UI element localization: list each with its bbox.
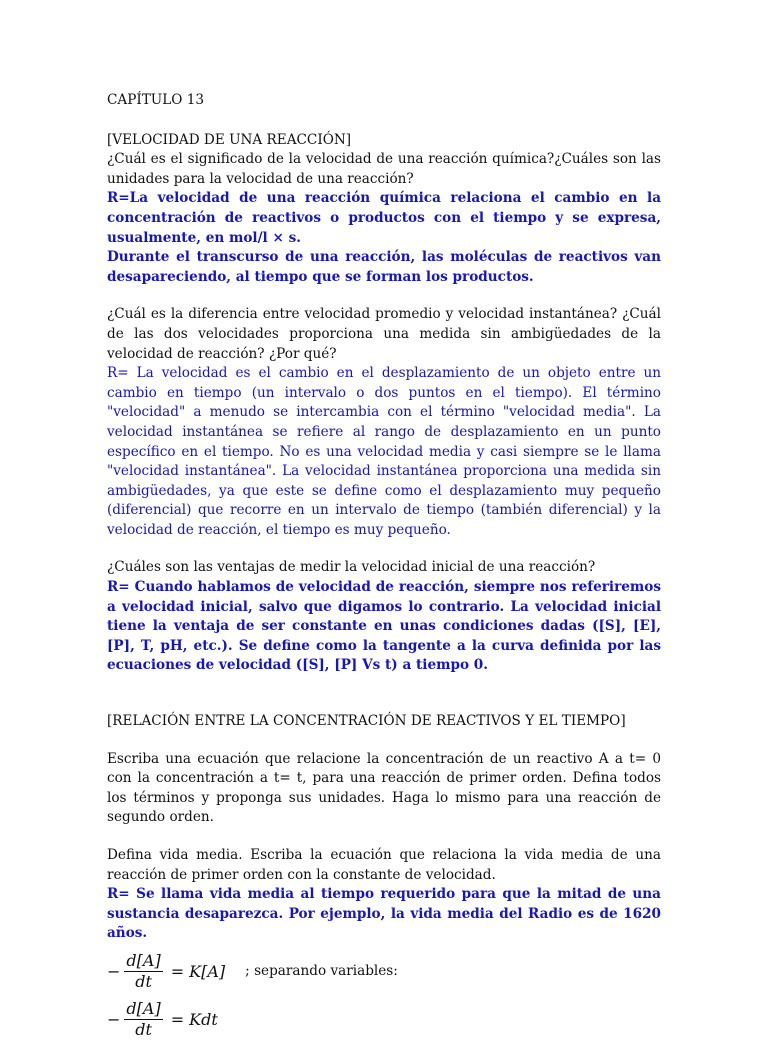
- spacer: [107, 828, 661, 846]
- fraction-denominator: dt: [135, 972, 152, 992]
- equation-1: [107, 952, 225, 991]
- answer-5: R= Se llama vida media al tiempo requerido para que la mitad de una sustancia desaparezca. Por ejemplo, la vida media del Radio es de 1620 años.: [107, 886, 661, 942]
- chapter-title: CAPÍTULO 13: [107, 92, 205, 108]
- fraction: [124, 952, 162, 991]
- spacer: [107, 287, 661, 305]
- answer-2: R= La velocidad es el cambio en el desplazamiento de un objeto entre un cambio en tiempo (un intervalo o dos puntos en el tiempo). El término "velocidad" a menudo se intercambia con el término "velocidad media". La velocidad instantánea se refiere al rango de desplazamiento en un punto específico en el tiempo. No es una velocidad media y casi siempre se le llama "velocidad instantánea". La velocidad instantánea proporciona una medida sin ambigüedades, ya que este se define como el desplazamiento muy pequeño (diferencial) que recorre en un intervalo de tiempo (también diferencial) y la velocidad de reacción, el tiempo es muy pequeño.: [107, 365, 661, 538]
- fraction-numerator: d[A]: [126, 951, 161, 971]
- question-4: Escriba una ecuación que relacione la concentración de un reactivo A a t= 0 con la concentración a t= t, para una reacción de primer orden. Defina todos los términos y proponga sus unidades. Haga lo mismo para una reacción de segundo orden.: [107, 750, 661, 826]
- section-heading-relacion: [RELACIÓN ENTRE LA CONCENTRACIÓN DE REACTIVOS Y EL TIEMPO]: [107, 713, 626, 730]
- question-1: ¿Cuál es el significado de la velocidad de una reacción química?¿Cuáles son las unidades para la velocidad de una reacción?: [107, 151, 661, 187]
- spacer: [107, 540, 661, 558]
- equation-rhs: = Kdt: [170, 1010, 218, 1030]
- equation-rhs: = K[A]: [170, 962, 226, 982]
- minus-sign: −: [107, 962, 121, 982]
- answer-3: R= Cuando hablamos de velocidad de reacción, siempre nos referiremos a velocidad inicial, salvo que digamos lo contrario. La velocidad inicial tiene la ventaja de ser constante en unas condiciones dadas ([S], [E], [P], T, pH, etc.). Se define como la tangente a la curva definida por las ecuaciones de velocidad ([S], [P] Vs t) a tiempo 0.: [107, 579, 661, 674]
- separated-equation: [107, 998, 661, 1042]
- equation-2: [107, 1000, 218, 1039]
- fraction-numerator: d[A]: [126, 999, 161, 1019]
- question-3: ¿Cuáles son las ventajas de medir la velocidad inicial de una reacción?: [107, 559, 596, 576]
- rate-equation: [107, 950, 661, 994]
- spacer: [107, 732, 661, 750]
- spacer: [107, 676, 661, 712]
- answer-1: R=La velocidad de una reacción química relaciona el cambio en la concentración de reactivos o productos con el tiempo y se expresa, usualmente, en mol/l × s.: [107, 190, 661, 246]
- section-heading-velocidad: [VELOCIDAD DE UNA REACCIÓN]: [107, 131, 352, 148]
- minus-sign: −: [107, 1010, 121, 1030]
- question-5: Defina vida media. Escriba la ecuación que relaciona la vida media de una reacción de primer orden con la constante de velocidad.: [107, 847, 661, 883]
- fraction: [124, 1000, 162, 1039]
- question-2: ¿Cuál es la diferencia entre velocidad promedio y velocidad instantánea? ¿Cuál de las dos velocidades proporciona una medida sin ambigüedades de la velocidad de reacción? ¿Por qué?: [107, 306, 661, 362]
- answer-1-continued: Durante el transcurso de una reacción, las moléculas de reactivos van desapareciendo, al tiempo que se forman los productos.: [107, 249, 661, 285]
- separation-note: ; separando variables:: [245, 963, 398, 980]
- fraction-denominator: dt: [135, 1020, 152, 1040]
- document-content: [107, 91, 661, 1042]
